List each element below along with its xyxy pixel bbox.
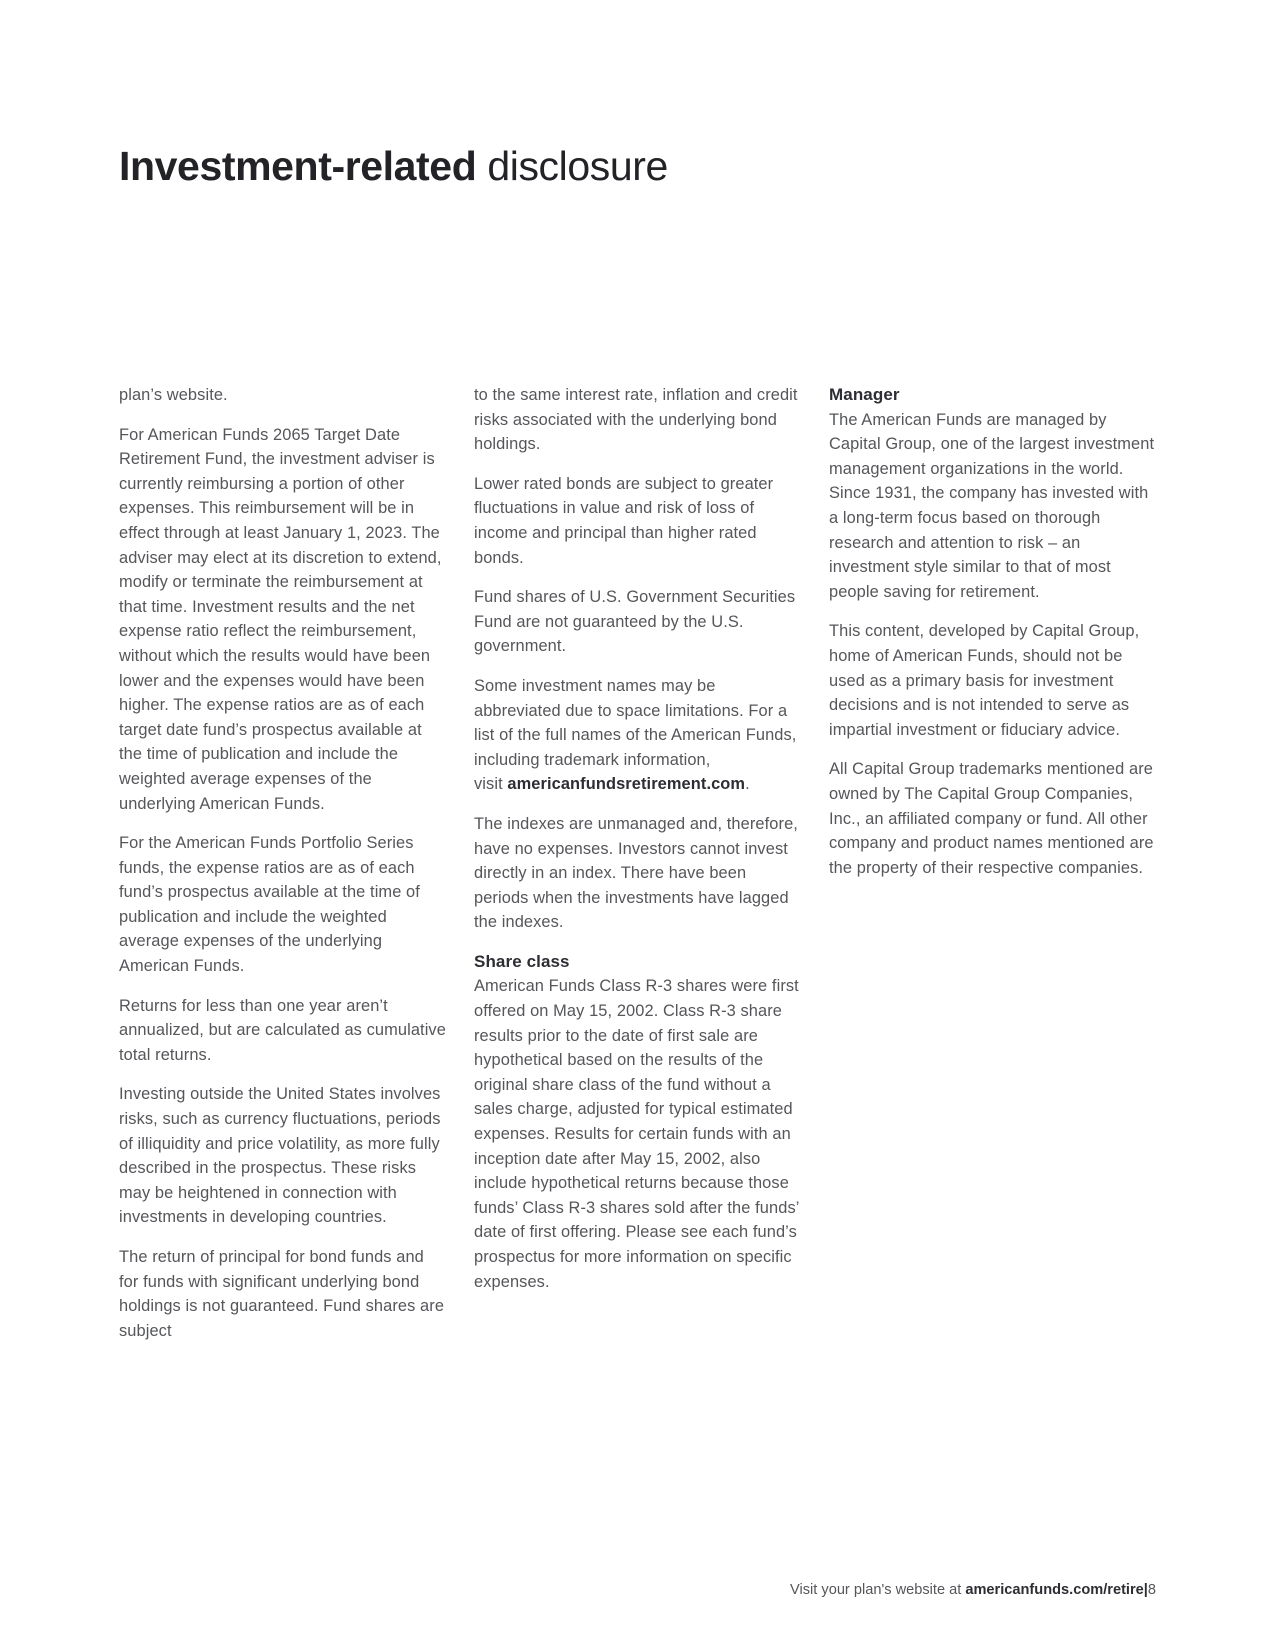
paragraph — [474, 585, 802, 659]
paragraph — [829, 757, 1157, 880]
section-heading: Manager — [829, 385, 900, 404]
page-title — [119, 141, 668, 191]
text-run: This content, developed by Capital Group, home of American Funds, should not be used as a primary basis for investment decisions and is not intended to serve as impartial investment or fiduciary advice. — [829, 622, 1140, 739]
text-run: the indexes. — [474, 913, 564, 932]
paragraph — [474, 674, 802, 797]
text-run: to the same interest rate, inflation and credit risks associated with the underlying bond holdings. — [474, 386, 798, 454]
paragraph — [474, 383, 802, 457]
text-run: For American Funds 2065 Target Date Retirement Fund, the investment adviser is currently reimbursing a portion of other expenses. This reimbursement will be in effect through at least January 1, 2023. The adviser may elect at its discretion to extend, modify or terminate the reimbursement at that time. Investment results and the net expense ratio reflect the reimbursement, without which the results would have been lower and the expenses would have been higher. The expense ratios are as of each target date fund’s prospectus available at the time of publication and include the weighted average expenses of the underlying American Funds. — [119, 425, 442, 813]
text-run: Some investment names may be abbreviated due to space limitations. For a list of the full names of the American Funds, including trademark information, — [474, 676, 797, 769]
text-run: Fund shares of U.S. Government Securities Fund are not guaranteed by the U.S. government. — [474, 588, 796, 656]
paragraph — [829, 619, 1157, 742]
page-title-emphasis: Investment-related — [119, 143, 477, 189]
paragraph — [474, 974, 802, 1294]
text-column-1 — [119, 383, 447, 1358]
section-heading: Share class — [474, 951, 570, 971]
text-column-2 — [474, 383, 802, 1309]
footer-page-number: 8 — [1147, 1582, 1156, 1598]
text-run: plan’s website. — [119, 386, 228, 404]
paragraph — [474, 812, 802, 935]
paragraph — [119, 383, 447, 408]
page-footer — [790, 1580, 1156, 1600]
paragraph — [119, 831, 447, 979]
text-run: visit — [474, 775, 508, 794]
text-run: The return of principal for bond funds and for funds with significant underlying bond holdings is not guaranteed. Fund shares are subject — [119, 1248, 445, 1340]
text-run: . — [745, 775, 750, 794]
paragraph — [119, 423, 447, 817]
text-run: American Funds Class R-3 shares were first offered on May 15, 2002. Class R-3 share results prior to the date of first sale are hypothetical based on the results of the original share class of the fund without a sales charge, adjusted for typical estimated expenses. Results for certain funds with an inception date after May 15, 2002, also include hypothetical returns because those funds’ Class R-3 shares sold after the funds’ date of first offering. Please see each fund’s prospectus for more information on specific expenses. — [474, 977, 799, 1291]
text-run: Lower rated bonds are subject to greater fluctuations in value and risk of loss of income and principal than higher rated bonds. — [474, 474, 774, 567]
text-columns — [119, 383, 1157, 1358]
paragraph — [829, 408, 1157, 605]
paragraph — [119, 994, 447, 1068]
text-run: The American Funds are managed by Capital Group, one of the largest investment management organizations in the world. Since 1931, the company has invested with a long-term focus based on thorough research and attention to risk – an investment style similar to that of most people saving for retirement. — [829, 410, 1155, 601]
text-run: Investing outside the United States involves risks, such as currency fluctuations, periods of illiquidity and price volatility, as more fully described in the prospectus. These risks may be heightened in connection with investments in developing countries. — [119, 1085, 441, 1227]
paragraph — [474, 472, 802, 570]
text-run: The indexes are unmanaged and, therefore, have no expenses. Investors cannot invest directly in an index. There have been periods when the investments have lagged — [474, 814, 798, 907]
text-run: Returns for less than one year aren’t annualized, but are calculated as cumulative total returns. — [119, 996, 446, 1064]
page-title-rest: disclosure — [476, 143, 668, 189]
text-column-3 — [829, 383, 1157, 895]
footer-site-url[interactable]: americanfunds.com/retire — [965, 1582, 1144, 1598]
paragraph — [119, 1082, 447, 1230]
footer-text: Visit your plan's website at — [790, 1582, 966, 1598]
paragraph — [119, 1245, 447, 1343]
text-run: For the American Funds Portfolio Series funds, the expense ratios are as of each fund’s prospectus available at the time of publication and include the weighted average expenses of the underlying American Funds. — [119, 834, 420, 976]
footer-divider: | — [1143, 1582, 1148, 1598]
text-run: All Capital Group trademarks mentioned are owned by The Capital Group Companies, Inc., an affiliated company or fund. All other company and product names mentioned are the property of their respective companies. — [829, 760, 1154, 877]
inline-url[interactable]: americanfundsretirement.com — [507, 775, 746, 794]
